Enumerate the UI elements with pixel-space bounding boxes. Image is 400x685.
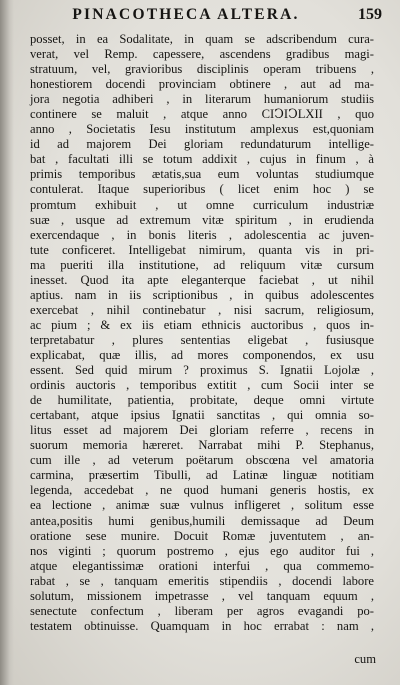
text-line: honestiorem docendi provinciam obtinere , aut ad ma- (30, 77, 374, 92)
text-line: cum ille , ad veterum poëtarum obscœna vel amatoria (30, 453, 374, 468)
text-line: suæ , usque ad extremum vitæ spiritum , in erudienda (30, 212, 374, 227)
text-line: carmina, præsertim Tibulli, ad Latinæ linguæ notitiam (30, 468, 374, 483)
running-head: PINACOTHECA ALTERA. (72, 6, 300, 23)
text-line: stratuum, vel, gravioribus disciplinis operam tribuens , (30, 62, 374, 77)
text-line: terpretabatur , plures sententias eligebat , fusiusque (30, 332, 374, 347)
text-line: inesset. Quod ita apte eleganterque faciebat , ut nihil (30, 272, 374, 287)
text-line: solutum, missionem impetrasse , vel tanquam equum , (30, 588, 374, 603)
text-line: rabat , se , tanquam emeritis stipendiis , docendi labore (30, 573, 374, 588)
catchword: cum (354, 652, 376, 666)
text-line: oratione sese munire. Docuit Romæ juventutem , an- (30, 528, 374, 543)
text-line: litus esset ad majorem Dei gloriam referre , recens in (30, 423, 374, 438)
text-line: atque elegantissimæ orationi interfui , qua commemo- (30, 558, 374, 573)
text-line: aptius. nam in iis scriptionibus , in quibus adolescentes (30, 287, 374, 302)
text-line: ac pium ; & ex iis etiam ethnicis auctoribus , quos in- (30, 317, 374, 332)
text-line: tute conficeret. Intelligebat nimirum, quanta vis in pri- (30, 242, 374, 257)
text-line: exercebat , nihil continebatur , nisi sacrum, religiosum, (30, 302, 374, 317)
text-line: promtum exhibuit , ut omne curriculum industriæ (30, 197, 374, 212)
text-line: certabant, atque ipsius Ignatii sanctitas , qui omnia so- (30, 408, 374, 423)
text-line: ma pueriti illa institutione, ad reliquum vitæ cursum (30, 257, 374, 272)
page-header (30, 6, 382, 28)
text-line: continere se maluit , atque anno CIↃIↃLXII , quo (30, 107, 374, 122)
text-line: antea,positis humi genibus,humili demissaque ad Deum (30, 513, 374, 528)
text-line: nos viginti ; quorum postremo , ejus ego auditor fui , (30, 543, 374, 558)
text-line: senectute confectum , liberam per agros evagandi po- (30, 603, 374, 618)
text-line: bat , facultati illi se totum addixit , cujus in finum , à (30, 152, 374, 167)
page-number: 159 (358, 6, 382, 23)
text-line: exercendaque , in bonis literis , adolescentia ac juven- (30, 227, 374, 242)
text-line: verat, vel Remp. capessere, ascendens gradibus magi- (30, 47, 374, 62)
text-line: anno , Societatis Iesu institutum amplexus est,quoniam (30, 122, 374, 137)
text-line: essent. Sed quid mirum ? proximus S. Ignatii Lojolæ , (30, 363, 374, 378)
text-line: id ad majorem Dei gloriam redundaturum intellige- (30, 137, 374, 152)
text-line: posset, in ea Sodalitate, in quam se adscribendum cura- (30, 32, 374, 46)
binding-gutter-shadow (0, 0, 14, 685)
text-line: primis temporibus ætatis,sua eum voluntas studiumque (30, 167, 374, 182)
text-line: ordinis auctoris , temporibus extitit , cum Socii inter se (30, 378, 374, 393)
text-line: jora negotia adhiberi , in literarum humaniorum studiis (30, 92, 374, 107)
text-line: de humilitate, patientia, probitate, deque omni virtute (30, 393, 374, 408)
text-line: explicabat, quæ illis, ad mores componendos, ex usu (30, 347, 374, 362)
body-text (30, 32, 374, 634)
text-line: contulerat. Itaque superioribus ( licet enim hoc ) se (30, 182, 374, 197)
text-line: testatem obtinuisse. Quamquam in hoc errabat : nam , (30, 618, 374, 633)
text-line: suorum memoria hæreret. Narrabat mihi P. Stephanus, (30, 438, 374, 453)
text-line: legenda, accedebat , ne quod humani generis hostis, ex (30, 483, 374, 498)
text-line: ea lectione , animæ suæ vulnus infligeret , solitum esse (30, 498, 374, 513)
